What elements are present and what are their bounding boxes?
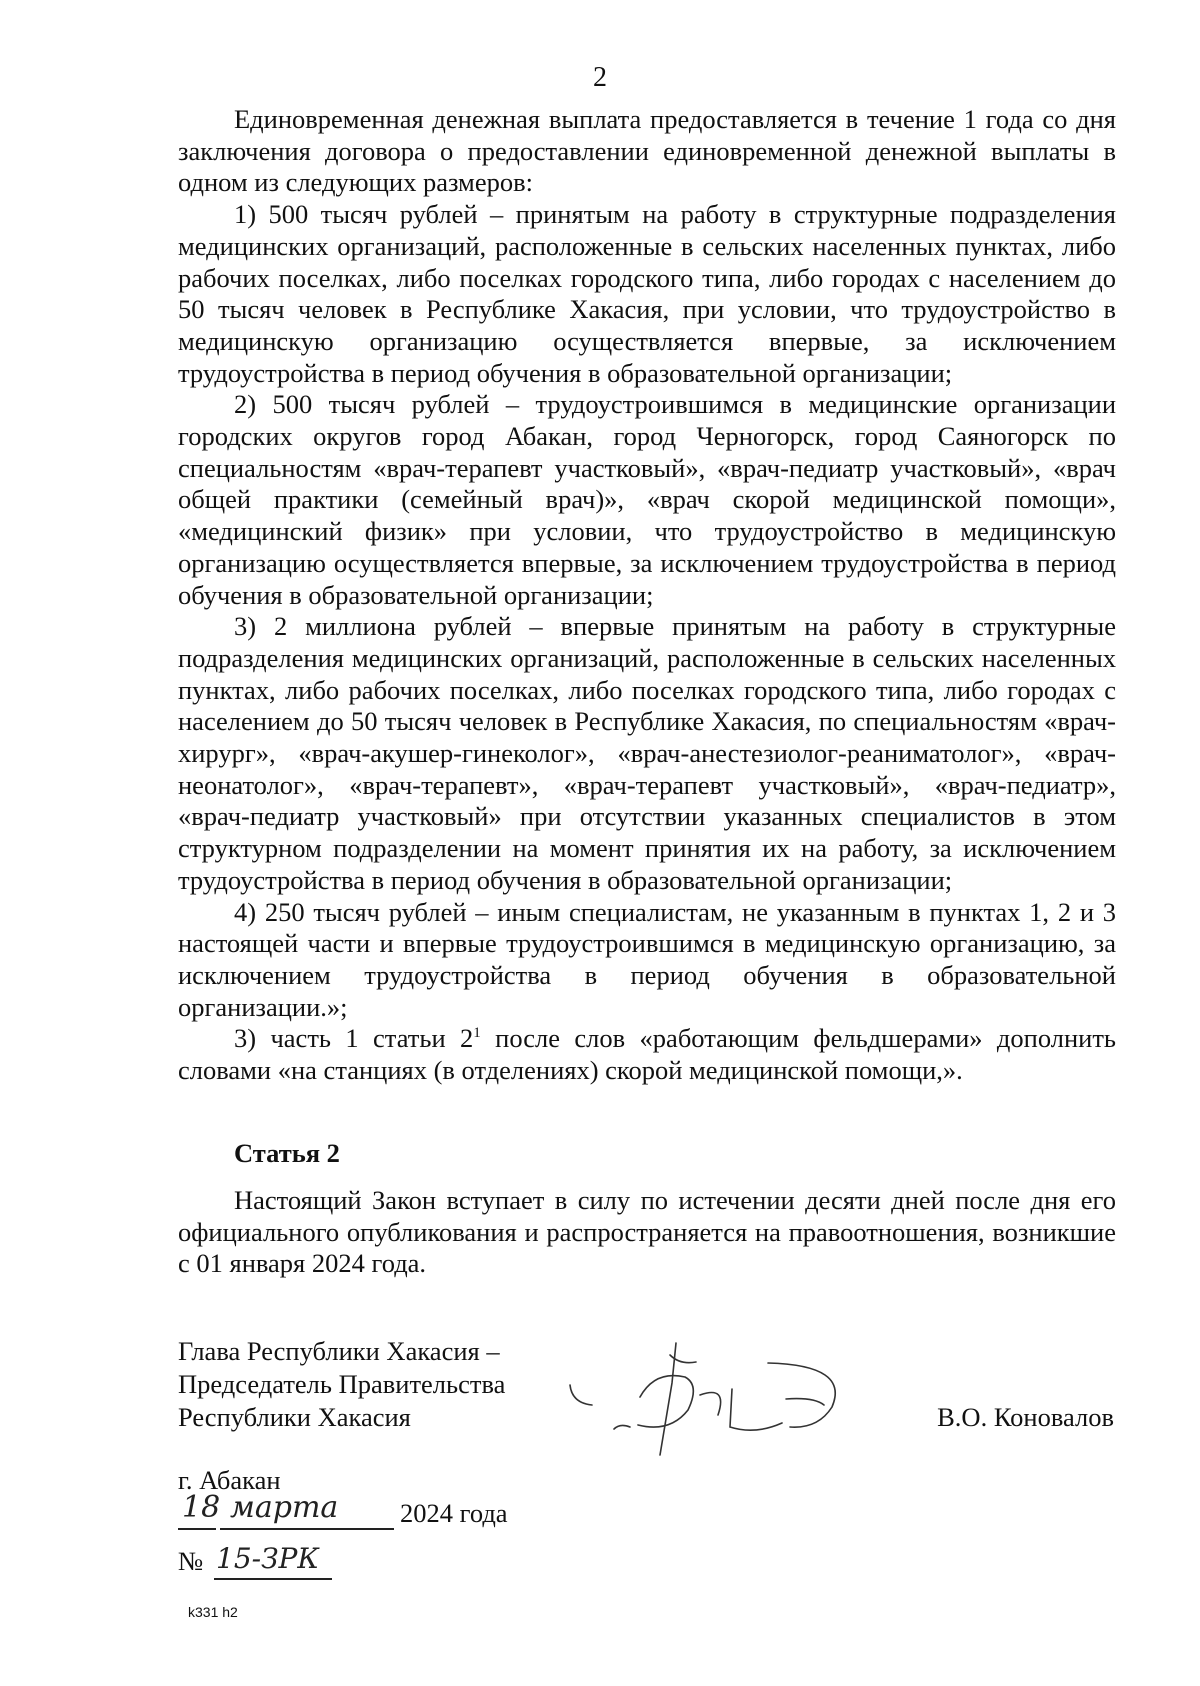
signatory-title-line: Председатель Правительства <box>178 1369 506 1399</box>
main-text <box>178 104 1116 1087</box>
paragraph: 2) 500 тысяч рублей – трудоустроившимся в медицинские организации городских округов город Абакан, город Черногорск, город Саяногорск по специальностям «врач-терапевт участковый», «врач-педиатр участковый», «врач общей практики (семейный врач)», «врач скорой медицинской помощи», «медицинский физик» при условии, что трудоустройство в медицинскую организацию осуществляется впервые, за исключением трудоустройства в период обучения в образовательной организации; <box>178 389 1116 610</box>
number-line <box>178 1540 398 1584</box>
handwritten-signature <box>560 1315 900 1475</box>
page-number: 2 <box>593 62 607 93</box>
paragraph: 4) 250 тысяч рублей – иным специалистам, не указанным в пунктах 1, 2 и 3 настоящей части и впервые трудоустроившимся в медицинскую организацию, за исключением трудоустройства в период обучения в образовательной организации.»; <box>178 896 1116 1022</box>
article-text <box>178 1185 1116 1280</box>
signatory-title-line: Республики Хакасия <box>178 1402 411 1432</box>
signatory-title <box>178 1335 505 1434</box>
signatory-title-line: Глава Республики Хакасия – <box>178 1336 500 1366</box>
number-underline <box>214 1578 332 1580</box>
day-underline <box>178 1528 216 1530</box>
amendment-after: после слов «работающим фельдшерами» дополнить словами «на станциях (в отделениях) скорой медицинской помощи,». <box>178 1023 1116 1086</box>
signatory-name: В.О. Коновалов <box>937 1402 1114 1432</box>
document-code: k331 h2 <box>188 1604 238 1620</box>
amendment-before: 3) часть 1 статьи 2 <box>234 1023 474 1054</box>
handwritten-number: 15-ЗРК <box>216 1542 320 1575</box>
paragraph: Единовременная денежная выплата предоставляется в течение 1 года со дня заключения договора о предоставлении единовременной денежной выплаты в одном из следующих размеров: <box>178 104 1116 198</box>
amendment-paragraph <box>178 1023 1116 1086</box>
date-line <box>178 1492 538 1536</box>
article-heading: Статья 2 <box>234 1138 340 1168</box>
amendment-superscript: 1 <box>473 1025 481 1042</box>
year-text: 2024 года <box>400 1498 508 1528</box>
place: г. Абакан <box>178 1465 281 1495</box>
handwritten-month: марта <box>230 1490 339 1525</box>
paragraph: 1) 500 тысяч рублей – принятым на работу в структурные подразделения медицинских организаций, расположенные в сельских населенных пунктах, либо рабочих поселках, либо поселках городского типа, либо городах с населением до 50 тысяч человек в Республике Хакасия, при условии, что трудоустройство в медицинскую организацию осуществляется впервые, за исключением трудоустройства в период обучения в образовательной организации; <box>178 199 1116 388</box>
month-underline <box>220 1528 394 1530</box>
article-paragraph: Настоящий Закон вступает в силу по истечении десяти дней после дня его официального опубликования и распространяется на правоотношения, возникшие с 01 января 2024 года. <box>178 1185 1116 1279</box>
paragraph: 3) 2 миллиона рублей – впервые принятым на работу в структурные подразделения медицинских организаций, расположенные в сельских населенных пунктах, либо рабочих поселках, либо поселках городского типа, либо городах с населением до 50 тысяч человек в Республике Хакасия, по специальностям «врач-хирург», «врач-акушер-гинеколог», «врач-анестезиолог-реаниматолог», «врач-неонатолог», «врач-терапевт», «врач-терапевт участковый», «врач-педиатр», «врач-педиатр участковый» при отсутствии указанных специалистов в этом структурном подразделении на момент принятия их на работу, за исключением трудоустройства в период обучения в образовательной организации; <box>178 611 1116 895</box>
handwritten-day: 18 <box>182 1490 221 1525</box>
number-symbol: № <box>178 1546 204 1576</box>
